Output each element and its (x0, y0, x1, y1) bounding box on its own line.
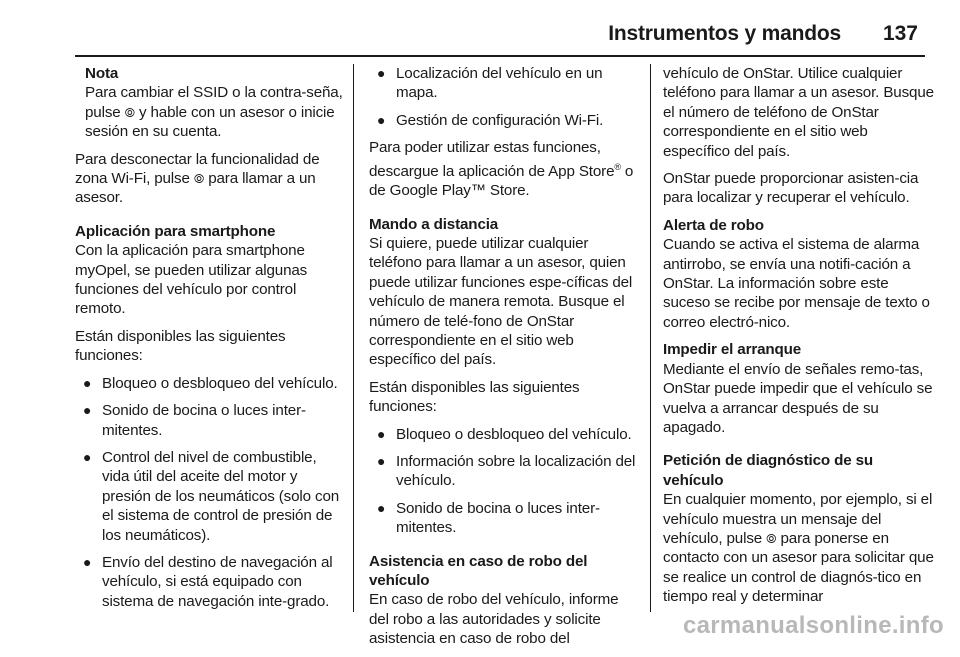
list-item: ● Sonido de bocina o luces inter-mitentes. (83, 402, 306, 439)
theft-continuation: vehículo de OnStar. Utilice cualquier teléfono para llamar a un asesor. Busque el número de teléfono de OnStar correspondiente en el sitio web específico del país. (663, 65, 934, 160)
remote-functions-list (369, 425, 641, 538)
note-title: Nota (85, 65, 119, 82)
available-paragraph: Están disponibles las siguientes funciones: (369, 378, 580, 416)
app-heading: Aplicación para smartphone (75, 222, 276, 240)
note-box (85, 64, 347, 142)
app-functions-list (75, 374, 347, 611)
onstar-button-icon: ⦾ (766, 530, 777, 546)
column-2 (369, 64, 641, 657)
page-number: 137 (882, 22, 918, 45)
disconnect-paragraph: Para desconectar la funcionalidad de zona Wi-Fi, pulse ⦾ para llamar a un asesor. (75, 150, 320, 207)
list-item: ● Gestión de configuración Wi-Fi. (377, 111, 604, 129)
list-item: ● Control del nivel de combustible, vida útil del aceite del motor y presión de los neumáticos (solo con el sistema de control de presión de los neumáticos). (83, 448, 340, 544)
start-heading: Impedir el arranque (663, 341, 802, 359)
theft-paragraph: En caso de robo del vehículo, informe del robo a las autoridades y solicite asistencia en caso de robo del (369, 591, 619, 648)
note-text: Para cambiar el SSID o la contra-seña, pulse ⦾ y hable con un asesor o inicie sesión en su cuenta. (85, 84, 343, 141)
download-paragraph: Para poder utilizar estas funciones, descargue la aplicación de App Store® o de Google Play™ Store. (369, 139, 634, 200)
app-paragraph: Con la aplicación para smartphone myOpel, se pueden utilizar algunas funciones del vehículo por control remoto. (75, 242, 308, 318)
list-item: ● Envío del destino de navegación al vehículo, si está equipado con sistema de navegación inte-grado. (83, 553, 333, 610)
header-rule (75, 55, 925, 57)
app-functions-list-cont (369, 64, 641, 130)
page-header (0, 22, 918, 52)
alarm-paragraph: Cuando se activa el sistema de alarma antirrobo, se envía una notifi-cación a OnStar. La información sobre este suceso se recibe por mensaje de texto o correo electró-nico. (663, 236, 930, 331)
column-3 (663, 64, 935, 615)
list-item: ● Localización del vehículo en un mapa. (377, 65, 603, 102)
locate-paragraph: OnStar puede proporcionar asisten-cia para localizar y recuperar el vehículo. (663, 170, 919, 207)
section-title: Instrumentos y mandos (608, 22, 841, 45)
list-item: ● Bloqueo o desbloqueo del vehículo. (83, 374, 338, 392)
start-paragraph: Mediante el envío de señales remo-tas, OnStar puede impedir que el vehículo se vuelva a arrancar después de su apagado. (663, 360, 933, 436)
list-item: ● Información sobre la localización del vehículo. (377, 452, 636, 490)
diag-heading: Petición de diagnóstico de su vehículo (663, 452, 873, 489)
theft-heading: Asistencia en caso de robo del vehículo (369, 552, 588, 589)
alarm-heading: Alerta de robo (663, 216, 764, 234)
column-divider-2 (650, 64, 651, 612)
column-divider-1 (353, 64, 354, 612)
watermark: carmanualsonline.info (682, 612, 944, 639)
available-paragraph: Están disponibles las siguientes funciones: (75, 327, 286, 365)
onstar-button-icon: ⦾ (124, 104, 135, 120)
onstar-button-icon: ⦾ (193, 171, 205, 187)
remote-heading: Mando a distancia (369, 215, 499, 233)
column-1 (75, 64, 347, 619)
list-item: ● Bloqueo o desbloqueo del vehículo. (377, 425, 632, 443)
remote-paragraph: Si quiere, puede utilizar cualquier teléfono para llamar a un asesor, quien puede utilizar funciones espe-cíficas del vehículo de manera remota. Busque el número de telé-fono de OnStar correspondiente en el sitio web específico del país. (369, 234, 633, 369)
diag-paragraph: En cualquier momento, por ejemplo, si el vehículo muestra un mensaje del vehículo, pulse ⦾ para ponerse en contacto con un asesor para solicitar que se realice un control de diagnós-tico en tiempo real y determinar (663, 491, 934, 606)
list-item: ● Sonido de bocina o luces inter-mitentes. (377, 499, 600, 537)
